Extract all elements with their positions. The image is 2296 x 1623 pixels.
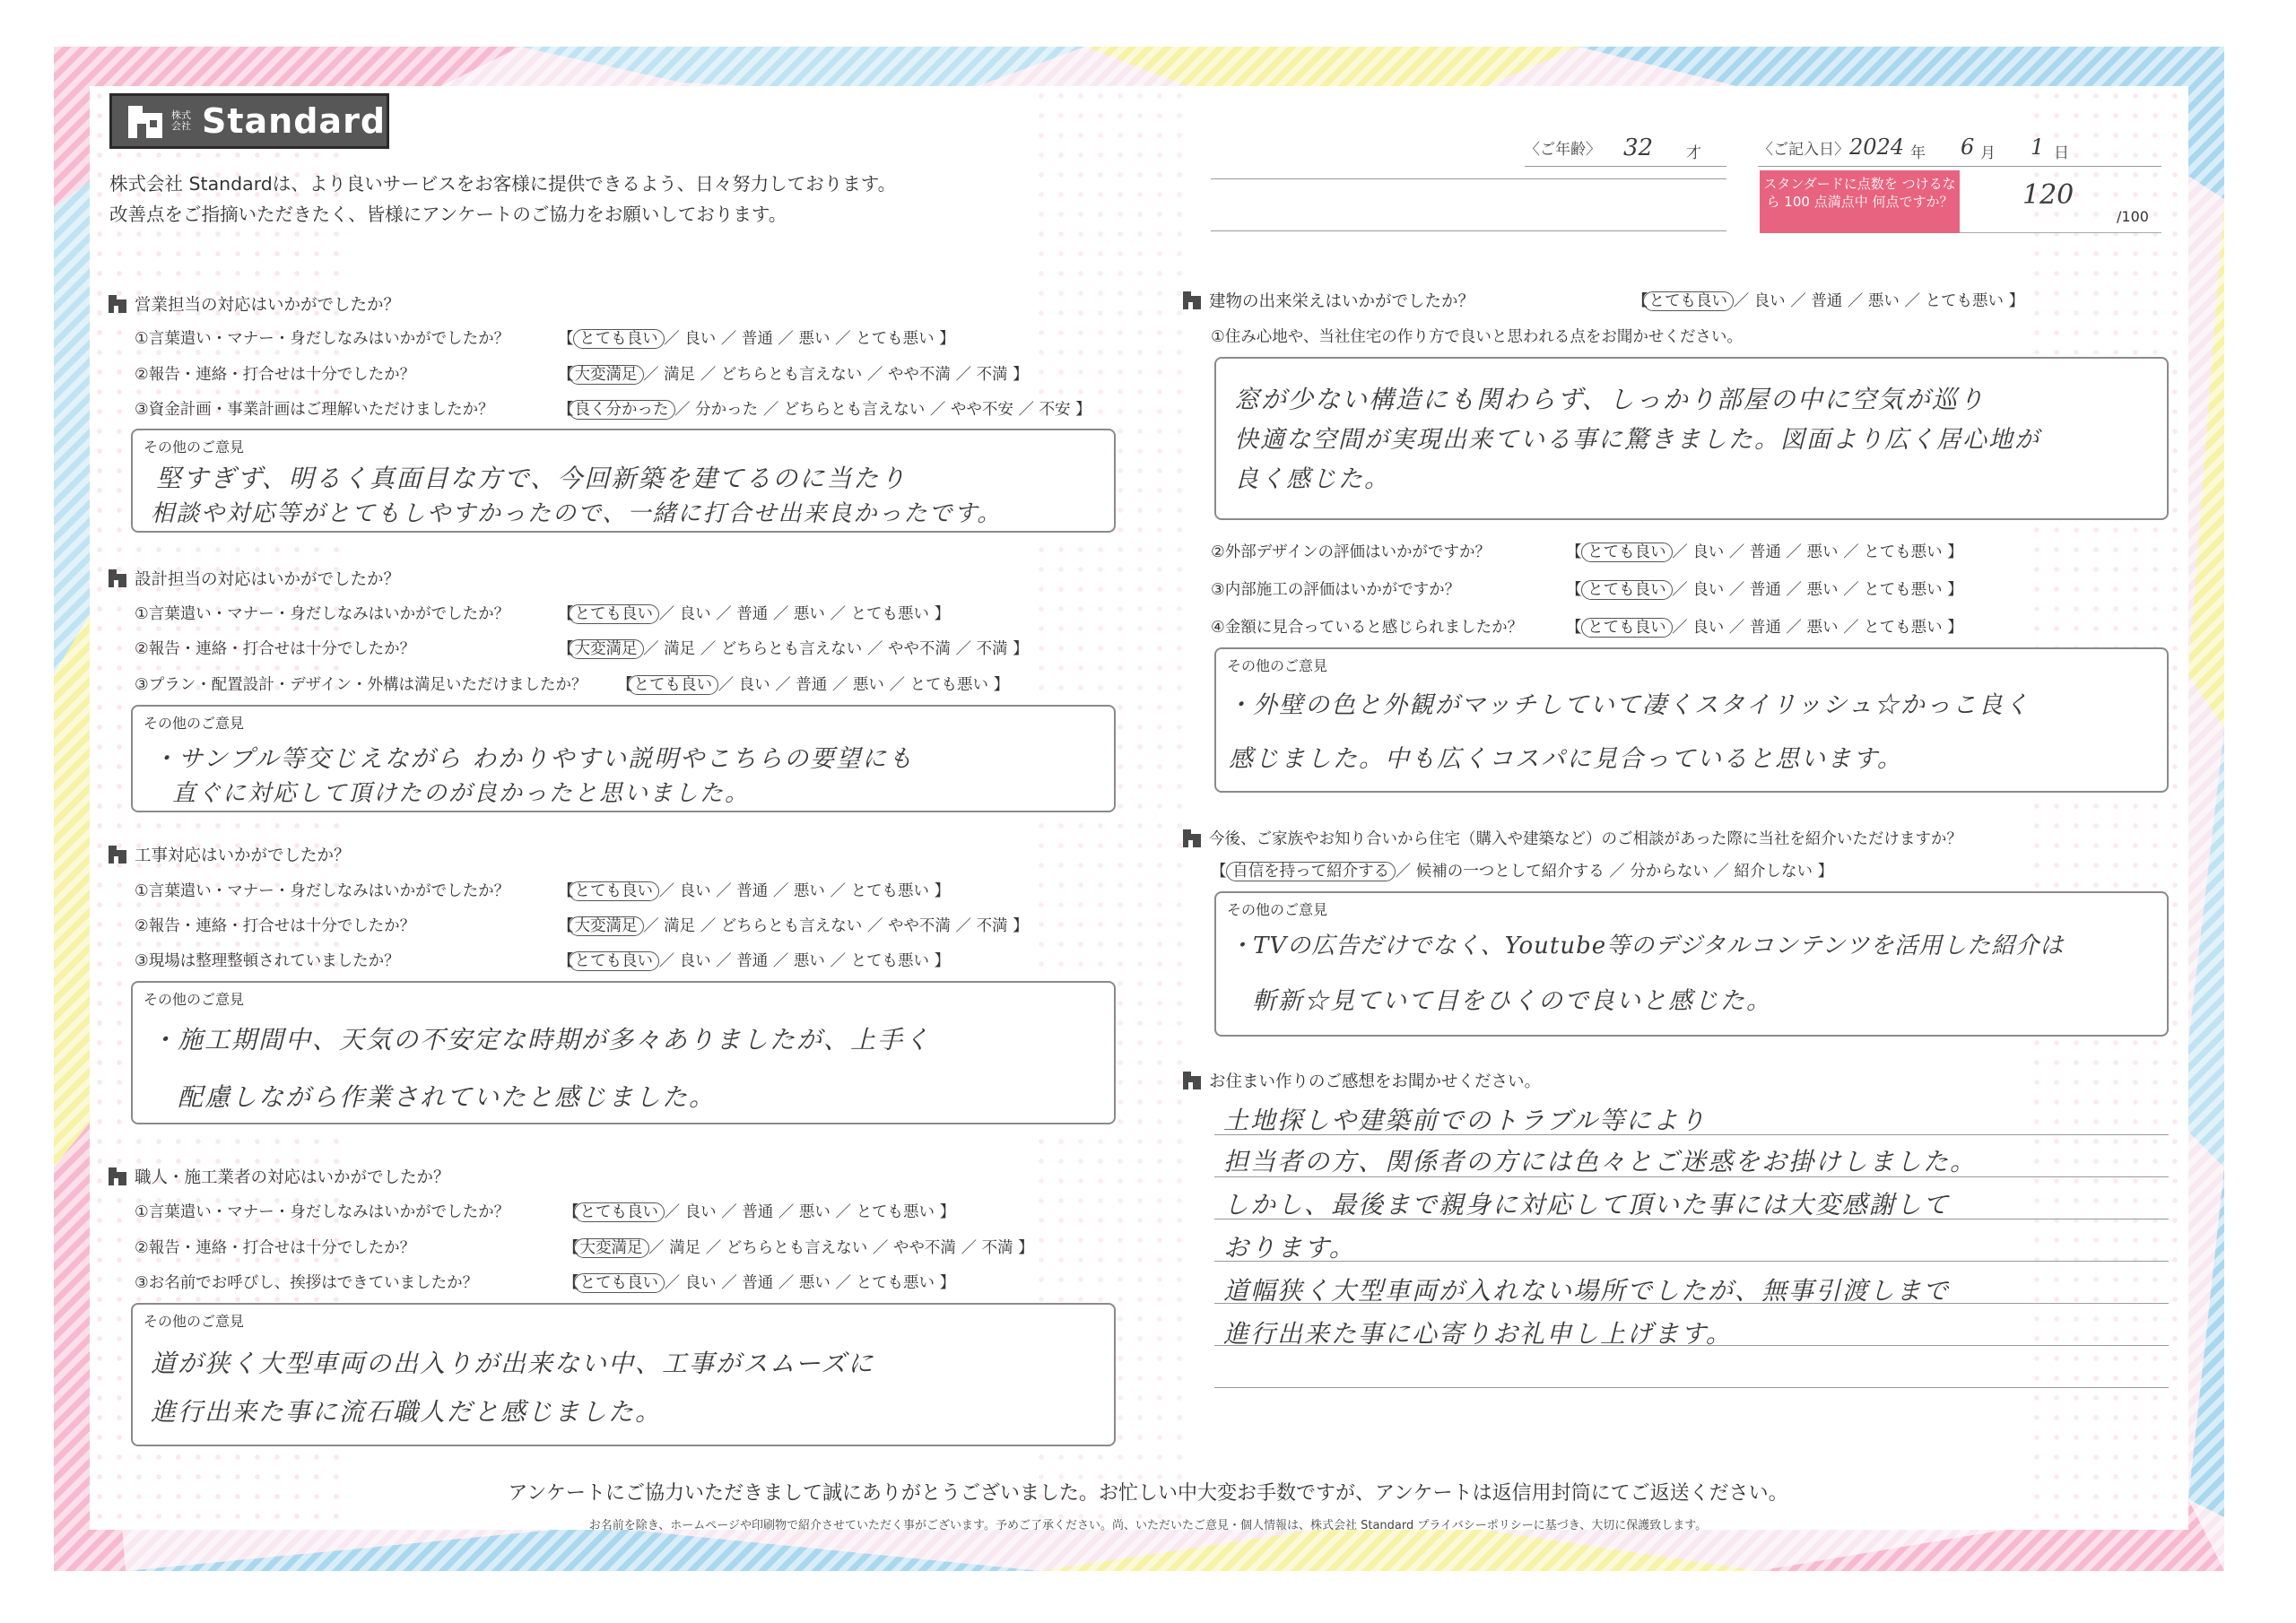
sales-opinion-line-1: 堅すぎず、明るく真面目な方で、今回新築を建てるのに当たり (156, 464, 908, 493)
impression-line-6: 進行出来た事に心寄りお礼申し上げます。 (1223, 1319, 1733, 1349)
referral-opinion-box (1214, 891, 2169, 1037)
opinion-label: その他のご意見 (144, 715, 245, 732)
sales-q2-options: 【大変満足 ／ 満足 ／ どちらとも言えない ／ やや不満 ／ 不満 】 (558, 366, 1029, 384)
age-label: 〈ご年齢〉 (1525, 141, 1601, 159)
building-answer-line-2: 快適な空間が実現出来ている事に驚きました。図面より広く居心地が (1234, 426, 2040, 454)
year-unit: 年 (1910, 144, 1926, 162)
referral-opinion-line-1: ・TVの広告だけでなく、Youtube等のデジタルコンテンツを活用した紹介は (1229, 933, 2065, 959)
construction-opinion-box (131, 981, 1116, 1124)
design-q2-options: 【大変満足 ／ 満足 ／ どちらとも言えない ／ やや不満 ／ 不満 】 (558, 640, 1029, 658)
building-q2-options: 【 とても良い ／ 良い ／ 普通 ／ 悪い ／ とても悪い 】 (1566, 543, 1963, 561)
sales-q3: ③資金計画・事業計画はご理解いただけましたか？ (135, 401, 494, 419)
age-value: 32 (1623, 135, 1654, 161)
craftsmen-q3: ③お名前でお呼びし、挨拶はできていましたか？ (135, 1274, 479, 1292)
design-q2: ②報告・連絡・打合せは十分でしたか？ (135, 640, 416, 658)
building-q3: ③内部施工の評価はいかがですか？ (1211, 581, 1461, 599)
craftsmen-opinion-line-2: 進行出来た事に流石職人だと感じました。 (151, 1397, 663, 1427)
building-q4-options: 【 とても良い ／ 良い ／ 普通 ／ 悪い ／ とても悪い 】 (1566, 619, 1963, 637)
design-opinion-box (131, 705, 1116, 812)
option-selected[interactable]: 大変満足 (569, 639, 644, 659)
house-bullet-icon (108, 1167, 127, 1186)
footer-thanks: アンケートにご協力いただきまして誠にありがとうございました。お忙しい中大変お手数ですが、アンケートは返信用封筒にてご返送ください。 (508, 1482, 1788, 1505)
score-prompt: スタンダードに点数を つけるなら 100 点満点中 何点ですか？ (1760, 170, 1960, 233)
design-q1: ①言葉遣い・マナー・身だしなみはいかがでしたか？ (135, 605, 510, 623)
house-bullet-icon (1182, 1071, 1202, 1090)
referral-section-title: 今後、ご家族やお知り合いから住宅（購入や建築など）のご相談があった際に当社を紹介いただけますか？ (1182, 827, 1962, 849)
impressions-section-title: お住まい作りのご感想をお聞かせください。 (1182, 1069, 1541, 1092)
design-section-title: 設計担当の対応はいかがでしたか？ (108, 567, 400, 590)
date-year: 2024 (1849, 135, 1905, 160)
building-section-title: 建物の出来栄えはいかがでしたか？ (1182, 289, 1474, 312)
option-selected[interactable]: 大変満足 (574, 1238, 649, 1258)
month-unit: 月 (1980, 144, 1996, 162)
option-selected[interactable]: 自信を持って紹介する (1226, 862, 1396, 881)
option-selected[interactable]: とても良い (569, 604, 660, 624)
score-field (1960, 170, 2161, 233)
house-logo-icon (125, 100, 166, 142)
opinion-label: その他のご意見 (144, 991, 245, 1008)
option-selected[interactable]: 良く分かった (569, 400, 675, 420)
option-selected[interactable]: 大変満足 (569, 916, 644, 936)
impression-line-4: おります。 (1223, 1233, 1356, 1263)
building-q2: ②外部デザインの評価はいかがですか？ (1211, 543, 1491, 561)
day-unit: 日 (2054, 144, 2069, 162)
design-opinion-line-1: ・サンプル等交じえながら わかりやすい説明やこちらの要望にも (152, 745, 915, 773)
logo-name: Standard (202, 101, 387, 141)
sales-section-title: 営業担当の対応はいかがでしたか？ (108, 292, 400, 316)
craftsmen-section-title: 職人・施工業者の対応はいかがでしたか？ (108, 1165, 450, 1188)
craftsmen-opinion-box (131, 1303, 1116, 1446)
construction-section-title: 工事対応はいかがでしたか？ (108, 843, 351, 866)
score-value: 120 (2022, 179, 2074, 211)
craftsmen-q1-options: 【とても良い ／ 良い ／ 普通 ／ 悪い ／ とても悪い 】 (563, 1203, 956, 1221)
house-bullet-icon (1182, 829, 1202, 848)
company-logo (109, 93, 389, 149)
building-answer-box (1214, 357, 2169, 520)
craftsmen-q2-options: 【大変満足 ／ 満足 ／ どちらとも言えない ／ やや不満 ／ 不満 】 (563, 1239, 1034, 1257)
date-month: 6 (1961, 135, 1975, 160)
ruled-line (1214, 1387, 2169, 1388)
building-sub-question: ①住み心地や、当社住宅の作り方で良いと思われる点をお聞かせください。 (1211, 328, 1743, 346)
intro-line-2: 改善点をご指摘いただきたく、皆様にアンケートのご協力をお願いしております。 (109, 204, 787, 225)
construction-q3-options: 【とても良い ／ 良い ／ 普通 ／ 悪い ／ とても悪い 】 (558, 952, 951, 970)
score-max: /100 (2117, 208, 2149, 225)
craftsmen-opinion-line-1: 道が狭く大型車両の出入りが出来ない中、工事がスムーズに (151, 1349, 875, 1378)
sales-q2: ②報告・連絡・打合せは十分でしたか？ (135, 366, 416, 384)
option-selected[interactable]: とても良い (1581, 542, 1673, 562)
building-options: 【とても良い ／ 良い ／ 普通 ／ 悪い ／ とても悪い 】 (1632, 292, 2025, 310)
option-selected[interactable]: 大変満足 (569, 365, 644, 385)
construction-q2-options: 【大変満足 ／ 満足 ／ どちらとも言えない ／ やや不満 ／ 不満 】 (558, 917, 1029, 935)
sales-q3-options: 【良く分かった ／ 分かった ／ どちらとも言えない ／ やや不安 ／ 不安 】 (558, 401, 1091, 419)
option-selected[interactable]: とても良い (1643, 291, 1735, 311)
design-q3-options: 【とても良い ／ 良い ／ 普通 ／ 悪い ／ とても悪い 】 (617, 676, 1010, 694)
name-line-2 (1211, 230, 1726, 231)
building-answer-line-1: 窓が少ない構造にも関わらず、しっかり部屋の中に空気が巡り (1234, 385, 1986, 414)
craftsmen-q2: ②報告・連絡・打合せは十分でしたか？ (135, 1239, 416, 1257)
construction-q1: ①言葉遣い・マナー・身だしなみはいかがでしたか？ (135, 882, 510, 900)
dot-pattern-right (2027, 86, 2188, 1521)
date-day: 1 (2031, 135, 2045, 160)
date-label: 〈ご記入日〉 (1758, 141, 1849, 159)
referral-opinion-line-2: 斬新☆見ていて目をひくので良いと感じた。 (1252, 987, 1772, 1015)
sales-q1-options: 【 とても良い ／ 良い ／ 普通 ／ 悪い ／ とても悪い 】 (558, 330, 955, 348)
house-bullet-icon (108, 294, 127, 314)
opinion-label: その他のご意見 (1227, 901, 1328, 918)
impression-line-5: 道幅狭く大型車両が入れない場所でしたが、無事引渡しまで (1223, 1276, 1951, 1306)
age-field (1525, 136, 1726, 167)
option-selected[interactable]: とても良い (1581, 618, 1673, 638)
impression-line-2: 担当者の方、関係者の方には色々とご迷惑をお掛けしました。 (1223, 1147, 1978, 1176)
age-unit: 才 (1686, 144, 1701, 162)
building-opinion-line-2: 感じました。中も広くコスパに見合っていると思います。 (1229, 745, 1903, 773)
option-selected[interactable]: とても良い (569, 951, 660, 971)
opinion-label: その他のご意見 (144, 1313, 245, 1330)
house-bullet-icon (108, 845, 127, 864)
construction-q1-options: 【とても良い ／ 良い ／ 普通 ／ 悪い ／ とても悪い 】 (558, 882, 951, 900)
craftsmen-q3-options: 【とても良い ／ 良い ／ 普通 ／ 悪い ／ とても悪い 】 (563, 1274, 956, 1292)
option-selected[interactable]: とても良い (628, 675, 719, 695)
sales-opinion-line-2: 相談や対応等がとてもしやすかったので、一緒に打合せ出来良かったです。 (151, 500, 1003, 527)
craftsmen-q1: ①言葉遣い・マナー・身だしなみはいかがでしたか？ (135, 1203, 510, 1221)
building-opinion-line-1: ・外壁の色と外観がマッチしていて凄くスタイリッシュ☆かっこ良く (1227, 691, 2031, 719)
option-selected[interactable]: とても良い (569, 881, 660, 901)
impression-line-3: しかし、最後まで親身に対応して頂いた事には大変感謝して (1223, 1190, 1951, 1219)
referral-options: 【 自信を持って紹介する ／ 候補の一つとして紹介する ／ 分からない ／ 紹介しない 】 (1211, 863, 1834, 881)
option-selected[interactable]: とても良い (573, 329, 665, 349)
building-q3-options: 【 とても良い ／ 良い ／ 普通 ／ 悪い ／ とても悪い 】 (1566, 581, 1963, 599)
sales-opinion-box (131, 429, 1116, 533)
option-selected[interactable]: とても良い (574, 1273, 665, 1293)
design-opinion-line-2: 直ぐに対応して頂けたのが良かったと思いました。 (172, 780, 751, 807)
construction-opinion-line-1: ・施工期間中、天気の不安定な時期が多々ありましたが、上手く (151, 1025, 932, 1055)
building-q4: ④金額に見合っていると感じられましたか？ (1211, 619, 1524, 637)
opinion-label: その他のご意見 (144, 438, 245, 456)
intro-text (109, 169, 896, 230)
impression-line-1: 土地探しや建築前でのトラブル等により (1223, 1106, 1707, 1135)
building-opinion-box (1214, 647, 2169, 793)
construction-opinion-line-2: 配慮しながら作業されていたと感じました。 (178, 1082, 717, 1112)
option-selected[interactable]: とても良い (574, 1202, 665, 1222)
footer-privacy-note: お名前を除き、ホームページや印刷物で紹介させていただく事がございます。予めご了承ください。尚、いただいたご意見・個人情報は、株式会社 Standard プライバシーポリシーに基づき、大切に保護致します。 (588, 1519, 1708, 1532)
name-line-1 (1211, 178, 1726, 179)
intro-line-1: 株式会社 Standardは、より良いサービスをお客様に提供できるよう、日々努力しております。 (109, 173, 897, 195)
building-answer-line-3: 良く感じた。 (1234, 465, 1390, 493)
house-bullet-icon (108, 568, 127, 588)
opinion-label: その他のご意見 (1227, 657, 1328, 674)
sales-q1: ①言葉遣い・マナー・身だしなみはいかがでしたか？ (135, 330, 510, 348)
design-q1-options: 【とても良い ／ 良い ／ 普通 ／ 悪い ／ とても悪い 】 (558, 605, 951, 623)
ruled-line (1214, 1261, 2169, 1262)
option-selected[interactable]: とても良い (1581, 580, 1673, 600)
date-field (1758, 136, 2161, 167)
house-bullet-icon (1182, 291, 1202, 310)
construction-q2: ②報告・連絡・打合せは十分でしたか？ (135, 917, 416, 935)
logo-kabushiki: 株式会社 (171, 109, 191, 132)
construction-q3: ③現場は整理整頓されていましたか？ (135, 952, 400, 970)
design-q3: ③プラン・配置設計・デザイン・外構は満足いただけましたか？ (135, 676, 587, 694)
